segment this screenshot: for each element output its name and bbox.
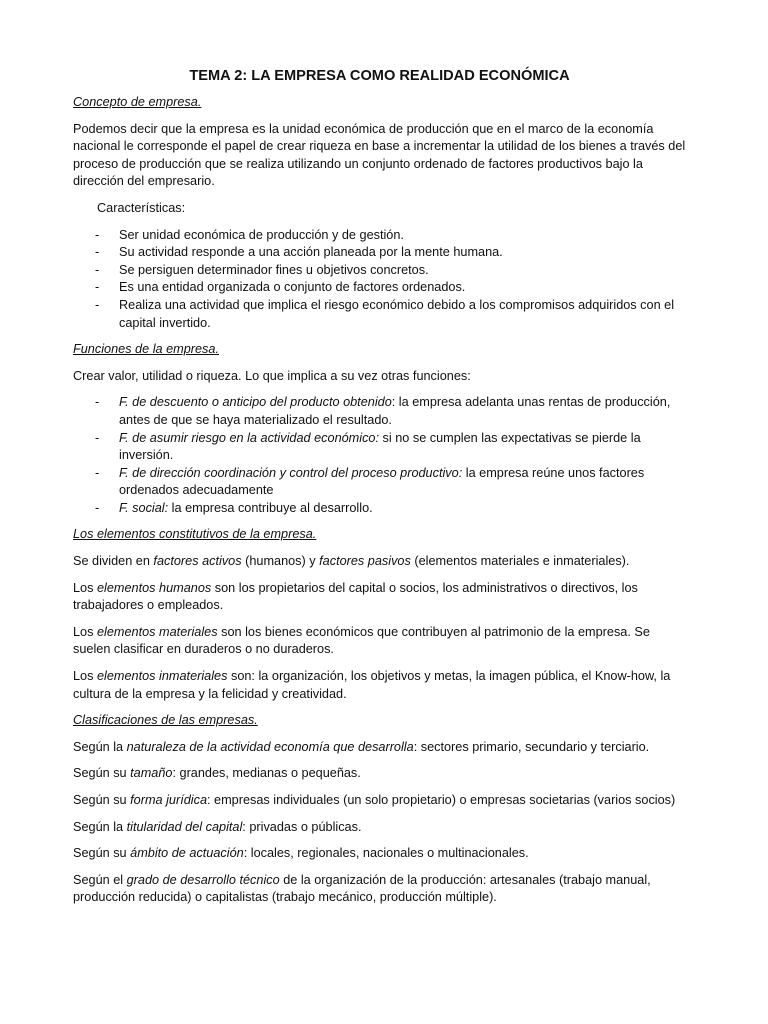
section-heading-funciones: Funciones de la empresa. xyxy=(73,342,219,357)
clasificacion-paragraph: Según la naturaleza de la actividad economía que desarrolla: sectores primario, secundario y terciario. xyxy=(73,739,650,754)
clasificacion-paragraph: Según el grado de desarrollo técnico de la organización de la producción: artesanales (trabajo manual, producción reducida) o capitalistas (trabajo mecánico, producción múltiple). xyxy=(73,872,651,905)
function-text: : la empresa adelanta unas rentas de producción, antes de que se haya materializado el resultado. xyxy=(119,395,671,427)
function-text: si no se cumplen las expectativas se pierde la inversión. xyxy=(119,430,641,463)
list-item xyxy=(73,394,686,429)
function-text: la empresa reúne unos factores ordenados adecuadamente xyxy=(119,465,645,498)
concepto-paragraph: Podemos decir que la empresa es la unidad económica de producción que en el marco de la economía nacional le corresponde el papel de crear riqueza en base a incrementar la utilidad de los bienes a través del proceso de producción que se realiza utilizando un conjunto ordenado de factores productivos bajo la dirección del empresario. xyxy=(73,121,686,189)
elementos-paragraph-4: Los elementos inmateriales son: la organización, los objetivos y metas, la imagen pública, el Know-how, la cultura de la empresa y la felicidad y creatividad. xyxy=(73,669,671,701)
funciones-intro: Crear valor, utilidad o riqueza. Lo que implica a su vez otras funciones: xyxy=(73,368,471,383)
function-text: la empresa contribuye al desarrollo. xyxy=(168,500,373,515)
function-term: F. de descuento o anticipo del producto obtenido xyxy=(119,395,392,410)
function-term: F. de dirección coordinación y control del proceso productivo: xyxy=(119,465,463,480)
section-heading-elementos: Los elementos constitutivos de la empresa. xyxy=(73,527,317,542)
clasificacion-paragraph: Según su tamaño: grandes, medianas o pequeñas. xyxy=(73,766,361,781)
clasificacion-paragraph: Según su ámbito de actuación: locales, regionales, nacionales o multinacionales. xyxy=(73,846,529,861)
characteristics-list xyxy=(73,227,686,333)
clasificacion-paragraph: Según la titularidad del capital: privadas o públicas. xyxy=(73,819,362,834)
list-item xyxy=(73,500,686,518)
funciones-list xyxy=(73,394,686,517)
elementos-paragraph-3: Los elementos materiales son los bienes económicos que contribuyen al patrimonio de la empresa. Se suelen clasificar en duraderos o no duraderos. xyxy=(73,624,650,657)
list-item xyxy=(73,465,686,500)
list-item: - Se persiguen determinador fines u objetivos concretos. xyxy=(73,262,686,280)
section-heading-clasificaciones: Clasificaciones de las empresas. xyxy=(73,713,258,728)
characteristics-label: Características: xyxy=(97,200,186,215)
list-item: - Su actividad responde a una acción planeada por la mente humana. xyxy=(73,244,686,262)
clasificacion-paragraph: Según su forma jurídica: empresas individuales (un solo propietario) o empresas societarias (varios socios) xyxy=(73,793,676,807)
list-item xyxy=(73,430,686,465)
list-item: - Ser unidad económica de producción y de gestión. xyxy=(73,227,686,245)
function-term: F. de asumir riesgo en la actividad económico: xyxy=(119,430,379,445)
function-term: F. social: xyxy=(119,500,169,515)
elementos-paragraph-1: Se dividen en factores activos (humanos) y factores pasivos (elementos materiales e inmateriales). xyxy=(73,554,630,569)
elementos-paragraph-2: Los elementos humanos son los propietarios del capital o socios, los administrativos o directivos, los trabajadores o empleados. xyxy=(73,580,638,613)
section-heading-concepto: Concepto de empresa. xyxy=(73,95,202,109)
list-item: - Realiza una actividad que implica el riesgo económico debido a los compromisos adquiridos con el capital invertido. xyxy=(73,297,686,332)
document-title: TEMA 2: LA EMPRESA COMO REALIDAD ECONÓMICA xyxy=(189,68,570,84)
list-item: - Es una entidad organizada o conjunto de factores ordenados. xyxy=(73,279,686,297)
